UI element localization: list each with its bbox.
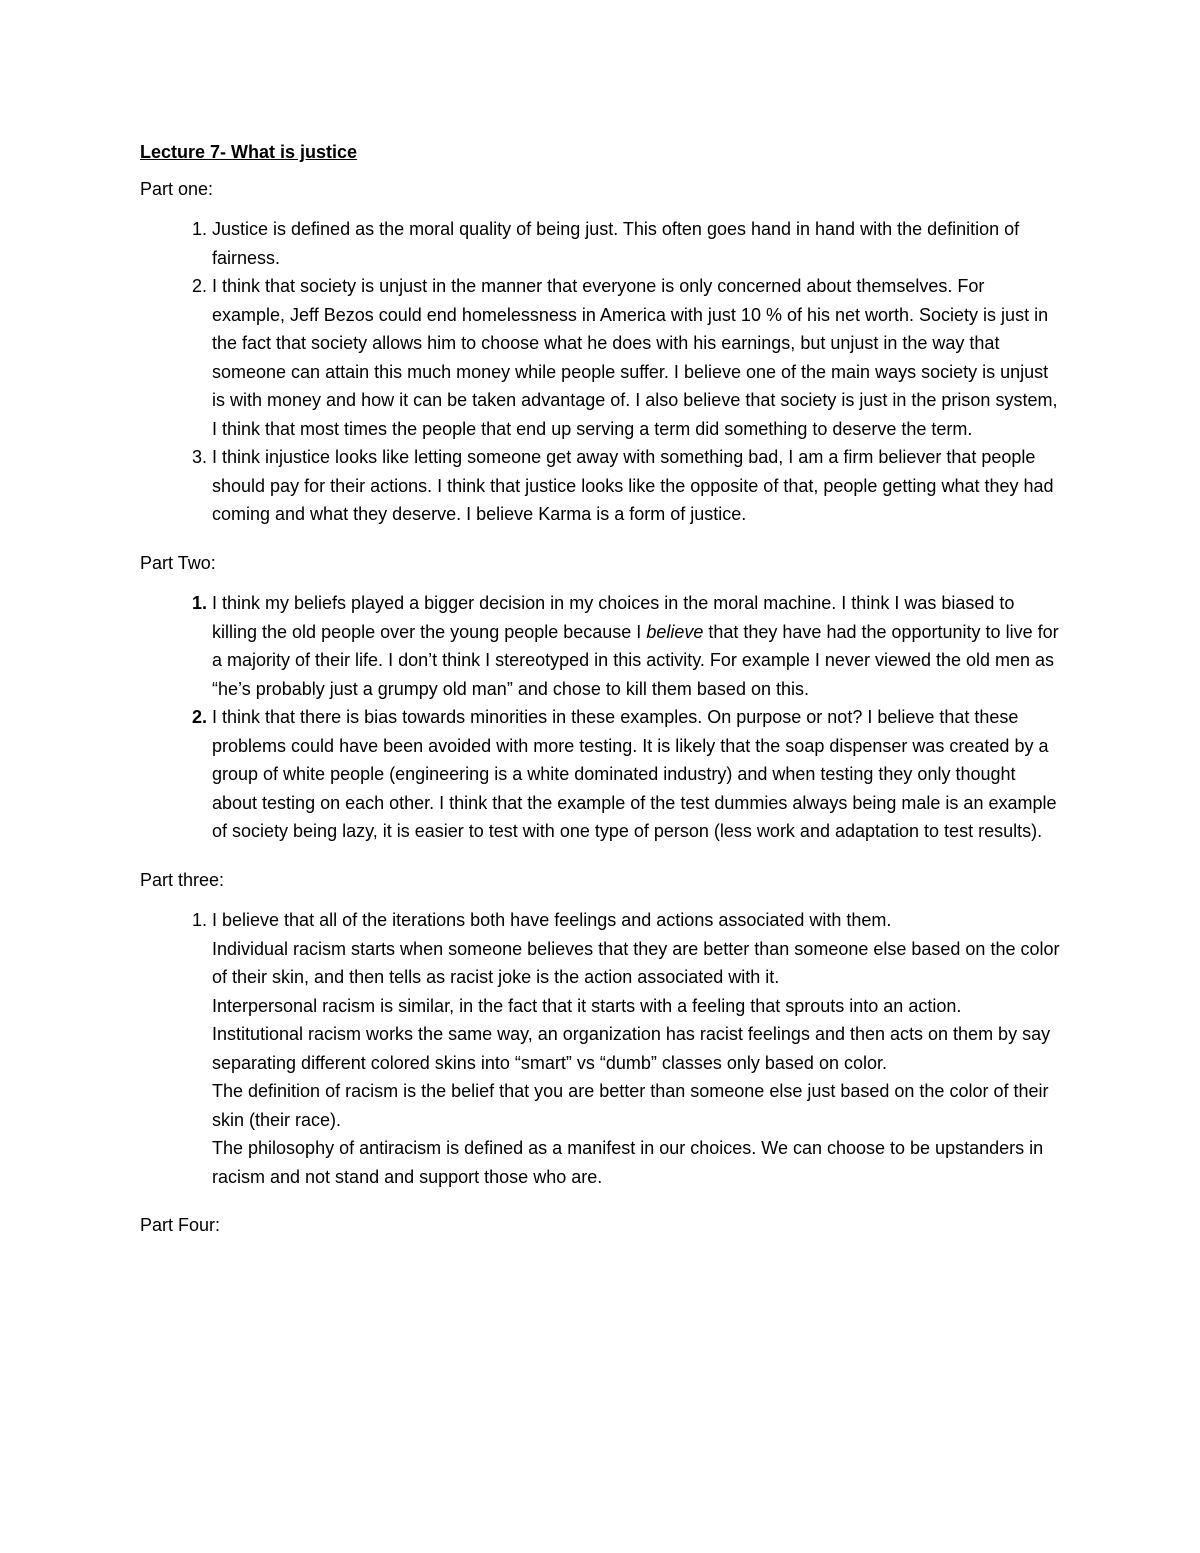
part-two-heading: Part Two:	[140, 552, 216, 573]
part-two-item-1-emphasis: believe	[646, 621, 704, 642]
part-three-item-1	[212, 906, 1060, 1191]
part-three-heading: Part three:	[140, 869, 225, 890]
part-two-item-1-text-b: that they have had the opportunity to live for a majority of their life. I don’t think I stereotyped in this activity. For example I never viewed the old men as “he’s probably just a grumpy old man” and chose to kill them based on this.	[212, 621, 1059, 699]
part-three-paragraph: Individual racism starts when someone believes that they are better than someone else based on the color of their skin, and then tells as racist joke is the action associated with it.	[212, 938, 1060, 987]
part-one-list	[140, 215, 1060, 529]
part-one-item-3: 3. I think injustice looks like letting someone get away with something bad, I am a firm believer that people should pay for their actions. I think that justice looks like the opposite of that, people getting what they had coming and what they deserve. I believe Karma is a form of justice.	[212, 443, 1060, 529]
part-three-paragraph: Institutional racism works the same way, an organization has racist feelings and then acts on them by say separating different colored skins into “smart” vs “dumb” classes only based on color.	[212, 1024, 1051, 1073]
part-one-heading: Part one:	[140, 178, 214, 199]
part-two-item-1-text-a: I think my beliefs played a bigger decision in my choices in the moral machine. I think I was biased to killing the old people over the young people because I	[212, 593, 1015, 642]
part-one-item-2: 2. I think that society is unjust in the manner that everyone is only concerned about themselves. For example, Jeff Bezos could end homelessness in America with just 10 % of his net worth. Society is just in the fact that society allows him to choose what he does with his earnings, but unjust in the way that someone can attain this much money while people suffer. I believe one of the main ways society is unjust is with money and how it can be taken advantage of. I also believe that society is just in the prison system, I think that most times the people that end up serving a term did something to deserve the term.	[212, 272, 1060, 443]
part-three-paragraph: The philosophy of antiracism is defined as a manifest in our choices. We can choose to be upstanders in racism and not stand and support those who are.	[212, 1138, 1044, 1187]
document-title: Lecture 7- What is justice	[140, 142, 358, 162]
part-three-paragraph: Interpersonal racism is similar, in the fact that it starts with a feeling that sprouts into an action.	[212, 995, 962, 1016]
part-one-item-1: 1. Justice is defined as the moral quality of being just. This often goes hand in hand with the definition of fairness.	[212, 215, 1060, 272]
part-three-list	[140, 906, 1060, 1191]
part-two-item-2: 2. I think that there is bias towards minorities in these examples. On purpose or not? I believe that these problems could have been avoided with more testing. It is likely that the soap dispenser was created by a group of white people (engineering is a white dominated industry) and when testing they only thought about testing on each other. I think that the example of the test dummies always being male is an example of society being lazy, it is easier to test with one type of person (less work and adaptation to test results).	[212, 703, 1060, 846]
part-two-item-1	[212, 589, 1060, 703]
part-two-list	[140, 589, 1060, 846]
part-three-paragraph: The definition of racism is the belief that you are better than someone else just based on the color of their skin (their race).	[212, 1081, 1049, 1130]
part-four-heading: Part Four:	[140, 1215, 221, 1235]
part-three-paragraph: 1. I believe that all of the iterations both have feelings and actions associated with them.	[212, 910, 892, 930]
